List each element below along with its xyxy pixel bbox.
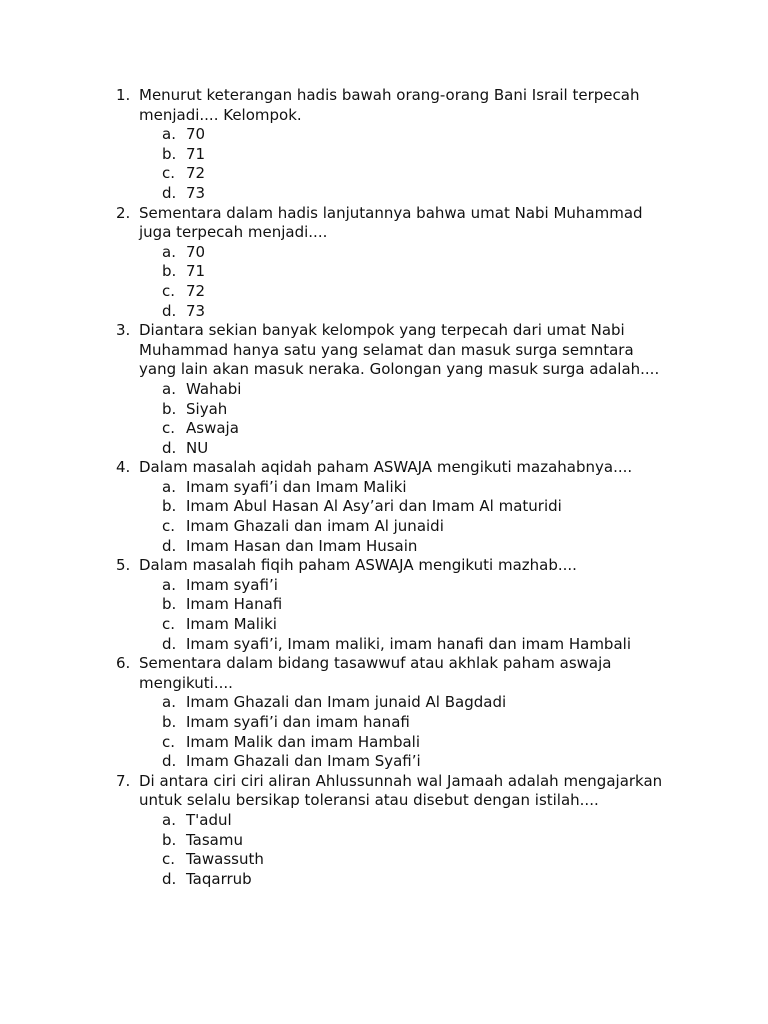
option-text: Imam syafi’i dan Imam Maliki <box>186 477 407 496</box>
question-item <box>0 321 768 458</box>
question-number: 2. <box>116 203 131 222</box>
option-label: c. <box>162 419 176 438</box>
option-item <box>0 752 668 772</box>
question-item <box>0 86 768 204</box>
option-item <box>0 125 668 145</box>
option-item <box>0 243 668 263</box>
option-list <box>139 125 668 203</box>
option-label: b. <box>162 830 177 849</box>
option-label: a. <box>162 810 176 829</box>
option-label: d. <box>162 634 177 653</box>
option-list <box>139 811 668 889</box>
option-text: Imam Abul Hasan Al Asy’ari dan Imam Al maturidi <box>186 497 562 516</box>
option-text: Imam Hanafi <box>186 595 283 614</box>
option-text: NU <box>186 438 209 457</box>
option-text: Imam Ghazali dan Imam junaid Al Bagdadi <box>186 693 507 712</box>
option-text: Tawassuth <box>186 850 264 869</box>
document-page <box>0 86 768 889</box>
question-list <box>0 86 768 889</box>
option-list <box>139 478 668 556</box>
option-label: a. <box>162 125 176 144</box>
option-label: d. <box>162 869 177 888</box>
question-item <box>0 204 768 322</box>
question-text: Sementara dalam hadis lanjutannya bahwa umat Nabi Muhammad juga terpecah menjadi.... <box>139 203 643 242</box>
option-list <box>139 380 668 458</box>
option-text: Imam Ghazali dan imam Al junaidi <box>186 517 444 536</box>
option-label: c. <box>162 281 176 300</box>
option-text: T'adul <box>186 810 232 829</box>
option-text: 70 <box>186 242 206 261</box>
option-item <box>0 576 668 596</box>
option-item <box>0 380 668 400</box>
question-number: 7. <box>116 771 131 790</box>
option-label: a. <box>162 242 176 261</box>
option-label: c. <box>162 850 176 869</box>
option-label: c. <box>162 732 176 751</box>
option-text: 71 <box>186 262 206 281</box>
option-item <box>0 419 668 439</box>
question-text: Menurut keterangan hadis bawah orang-orang Bani Israil terpecah menjadi.... Kelompok. <box>139 86 640 124</box>
option-text: Imam syafi’i, Imam maliki, imam hanafi dan imam Hambali <box>186 634 631 653</box>
option-item <box>0 262 668 282</box>
option-label: a. <box>162 575 176 594</box>
option-label: b. <box>162 497 177 516</box>
option-item <box>0 733 668 753</box>
option-label: b. <box>162 144 177 163</box>
option-item <box>0 302 668 322</box>
option-text: Tasamu <box>186 830 243 849</box>
option-item <box>0 517 668 537</box>
option-label: b. <box>162 399 177 418</box>
option-text: 72 <box>186 164 206 183</box>
option-text: Taqarrub <box>186 869 252 888</box>
option-text: Wahabi <box>186 379 242 398</box>
option-item <box>0 400 668 420</box>
option-item <box>0 811 668 831</box>
option-list <box>139 693 668 771</box>
option-text: Imam syafi’i dan imam hanafi <box>186 713 410 731</box>
option-label: d. <box>162 183 177 202</box>
option-item <box>0 713 668 733</box>
question-number: 6. <box>116 654 131 673</box>
option-label: d. <box>162 301 177 320</box>
option-item <box>0 693 668 713</box>
option-item <box>0 831 668 851</box>
option-label: a. <box>162 477 176 496</box>
option-item <box>0 282 668 302</box>
option-label: d. <box>162 536 177 555</box>
option-text: Imam Malik dan imam Hambali <box>186 732 421 751</box>
option-text: Imam syafi’i <box>186 575 278 594</box>
option-item <box>0 478 668 498</box>
option-item <box>0 497 668 517</box>
option-label: a. <box>162 693 176 712</box>
option-label: b. <box>162 262 177 281</box>
question-number: 1. <box>116 86 131 104</box>
option-item <box>0 145 668 165</box>
option-text: 70 <box>186 125 206 144</box>
question-text: Sementara dalam bidang tasawwuf atau akhlak paham aswaja mengikuti.... <box>139 654 612 692</box>
option-label: d. <box>162 752 177 771</box>
option-label: c. <box>162 517 176 536</box>
option-item <box>0 615 668 635</box>
option-label: a. <box>162 379 176 398</box>
option-text: 71 <box>186 144 206 163</box>
question-text: Dalam masalah aqidah paham ASWAJA mengikuti mazahabnya.... <box>139 458 633 477</box>
option-text: Aswaja <box>186 419 239 438</box>
option-text: Imam Hasan dan Imam Husain <box>186 536 418 555</box>
option-text: Siyah <box>186 399 228 418</box>
option-text: Imam Maliki <box>186 615 277 634</box>
question-item <box>0 654 768 772</box>
option-item <box>0 184 668 204</box>
option-text: Imam Ghazali dan Imam Syafi’i <box>186 752 421 771</box>
option-label: c. <box>162 615 176 634</box>
question-number: 3. <box>116 321 131 340</box>
option-item <box>0 850 668 870</box>
question-number: 4. <box>116 458 131 477</box>
question-text: Di antara ciri ciri aliran Ahlussunnah wal Jamaah adalah mengajarkan untuk selalu bersikap toleransi atau disebut dengan istilah.... <box>139 771 663 810</box>
question-item <box>0 458 768 556</box>
question-number: 5. <box>116 556 131 575</box>
option-list <box>139 576 668 654</box>
option-text: 73 <box>186 183 206 202</box>
option-label: d. <box>162 438 177 457</box>
option-list <box>139 243 668 321</box>
option-label: b. <box>162 595 177 614</box>
question-text: Dalam masalah fiqih paham ASWAJA mengikuti mazhab.... <box>139 556 577 575</box>
option-item <box>0 635 668 655</box>
option-item <box>0 164 668 184</box>
option-item <box>0 439 668 459</box>
question-item <box>0 556 768 654</box>
option-item <box>0 537 668 557</box>
option-text: 72 <box>186 281 206 300</box>
option-item <box>0 595 668 615</box>
question-item <box>0 772 768 890</box>
option-text: 73 <box>186 301 206 320</box>
question-text: Diantara sekian banyak kelompok yang terpecah dari umat Nabi Muhammad hanya satu yang selamat dan masuk surga semntara yang lain akan masuk neraka. Golongan yang masuk surga adalah.... <box>139 321 660 379</box>
option-item <box>0 870 668 890</box>
option-label: b. <box>162 713 177 731</box>
option-label: c. <box>162 164 176 183</box>
